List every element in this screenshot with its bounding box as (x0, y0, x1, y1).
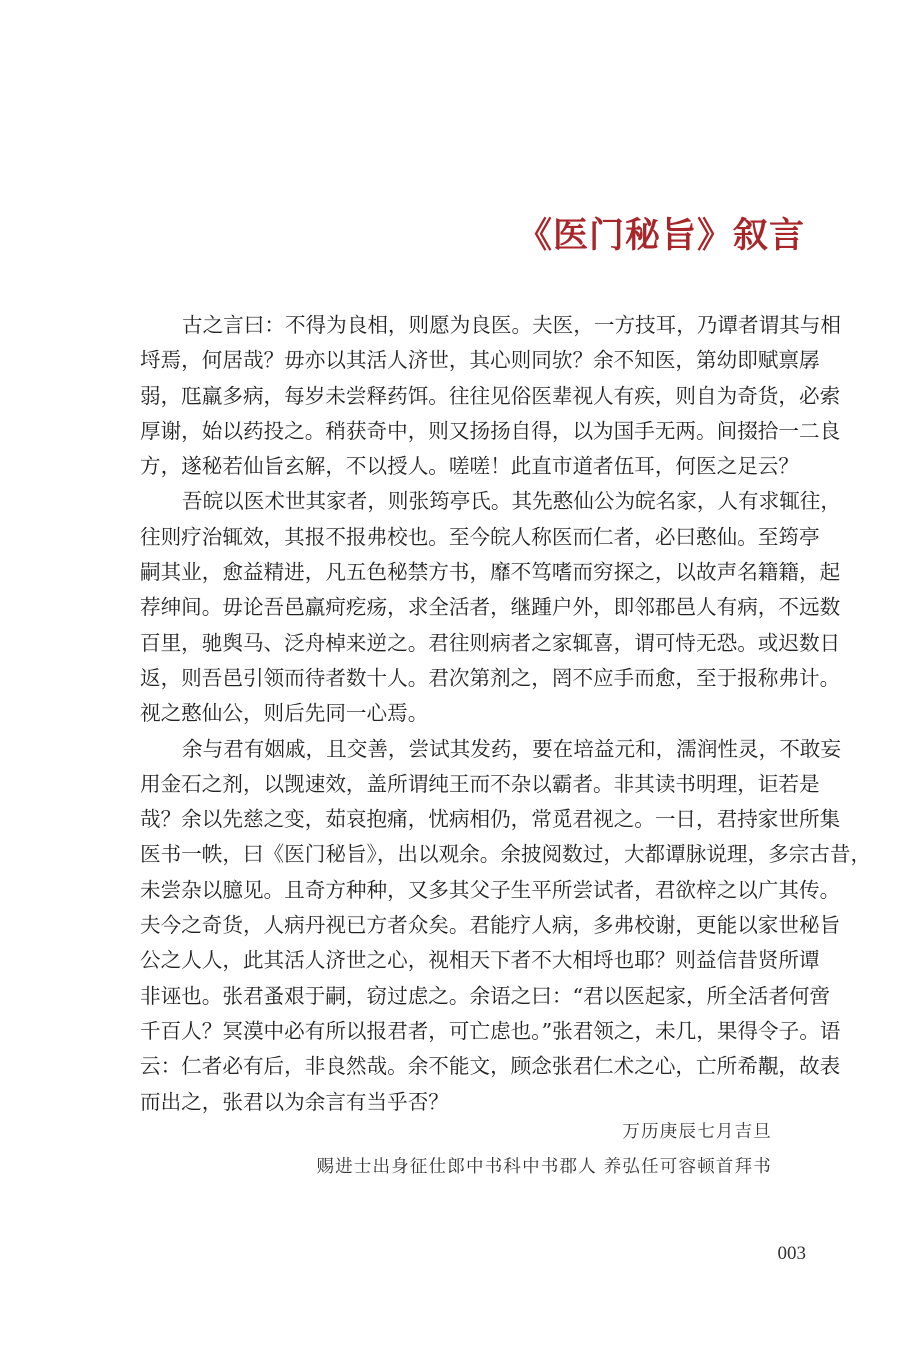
preface-body (140, 308, 872, 1120)
text-line: 返，则吾邑引领而待者数十人。君次第剂之，罔不应手而愈，至于报称弗计。 (140, 665, 841, 690)
text-line: 厚谢，始以药投之。稍获奇中，则又扬扬自得，以为国手无两。间掇拾一二良 (140, 418, 841, 443)
text-line: 医书一帙，曰《医门秘旨》，出以观余。余披阅数过，大都谭脉说理，多宗古昔， (140, 842, 872, 867)
page-number: 003 (777, 1243, 806, 1264)
text-line: 而出之，张君以为余言有当乎否？ (140, 1089, 449, 1114)
text-line: 吾皖以医术世其家者，则张筠亭氏。其先憨仙公为皖名家，人有求辄往， (182, 489, 841, 514)
text-line: 夫今之奇货，人病丹视已方者众矣。君能疗人病，多弗校谢，更能以家世秘旨 (140, 913, 841, 938)
text-line: 埒焉，何居哉？毋亦以其活人济世，其心则同欤？余不知医，第幼即赋禀孱 (140, 348, 820, 373)
text-line: 公之人人，此其活人济世之心，视相天下者不大相埒也耶？则益信昔贤所谭 (140, 948, 820, 973)
text-line: 视之憨仙公，则后先同一心焉。 (140, 701, 429, 726)
text-line: 云：仁者必有后，非良然哉。余不能文，顾念张君仁术之心，亡所希覯，故表 (140, 1054, 841, 1079)
page-title: 《医门秘旨》叙言 (516, 215, 805, 256)
text-line: 往则疗治辄效，其报不报弗校也。至今皖人称医而仁者，必曰憨仙。至筠亭 (140, 524, 820, 549)
text-line: 非诬也。张君蚤艰于嗣，窃过虑之。余语之曰：“君以医起家，所全活者何啻 (140, 983, 831, 1008)
text-line: 余与君有姻戚，且交善，尝试其发药，要在培益元和，濡润性灵，不敢妄 (182, 736, 841, 761)
signature-author: 赐进士出身征仕郎中书科中书郡人 养弘任可容顿首拜书 (316, 1157, 772, 1177)
paragraph-2 (140, 484, 841, 731)
text-line: 未尝杂以臆见。且奇方种种，又多其父子生平所尝试者，君欲梓之以广其传。 (140, 877, 841, 902)
paragraph-1 (140, 308, 841, 484)
text-line: 方，遂秘若仙旨玄解，不以授人。嗟嗟！此直市道者伍耳，何医之足云？ (140, 454, 799, 479)
text-line: 嗣其业，愈益精进，凡五色秘禁方书，靡不笃嗜而穷探之，以故声名籍籍，起 (140, 560, 841, 585)
text-line: 弱，尫羸多病，每岁未尝释药饵。往往见俗医辈视人有疾，则自为奇货，必索 (140, 383, 841, 408)
text-line: 哉？余以先慈之变，茹哀抱痛，忧病相仍，常觅君视之。一日，君持家世所集 (140, 807, 841, 832)
text-line: 百里，驰舆马、泛舟棹来逆之。君往则病者之家辄喜，谓可恃无恐。或迟数日 (140, 630, 841, 655)
signature-date: 万历庚辰七月吉旦 (622, 1122, 772, 1142)
text-line: 千百人？冥漠中必有所以报君者，可亡虑也。”张君领之，未几，果得令子。语 (140, 1018, 841, 1043)
text-line: 荐绅间。毋论吾邑羸疴疙疡，求全活者，继踵户外，即邻郡邑人有病，不远数 (140, 595, 841, 620)
text-line: 用金石之剂，以觊速效，盖所谓纯王而不杂以霸者。非其读书明理，讵若是 (140, 771, 820, 796)
text-line: 古之言曰：不得为良相，则愿为良医。夫医，一方技耳，乃谭者谓其与相 (182, 313, 841, 337)
paragraph-3 (140, 732, 872, 1120)
